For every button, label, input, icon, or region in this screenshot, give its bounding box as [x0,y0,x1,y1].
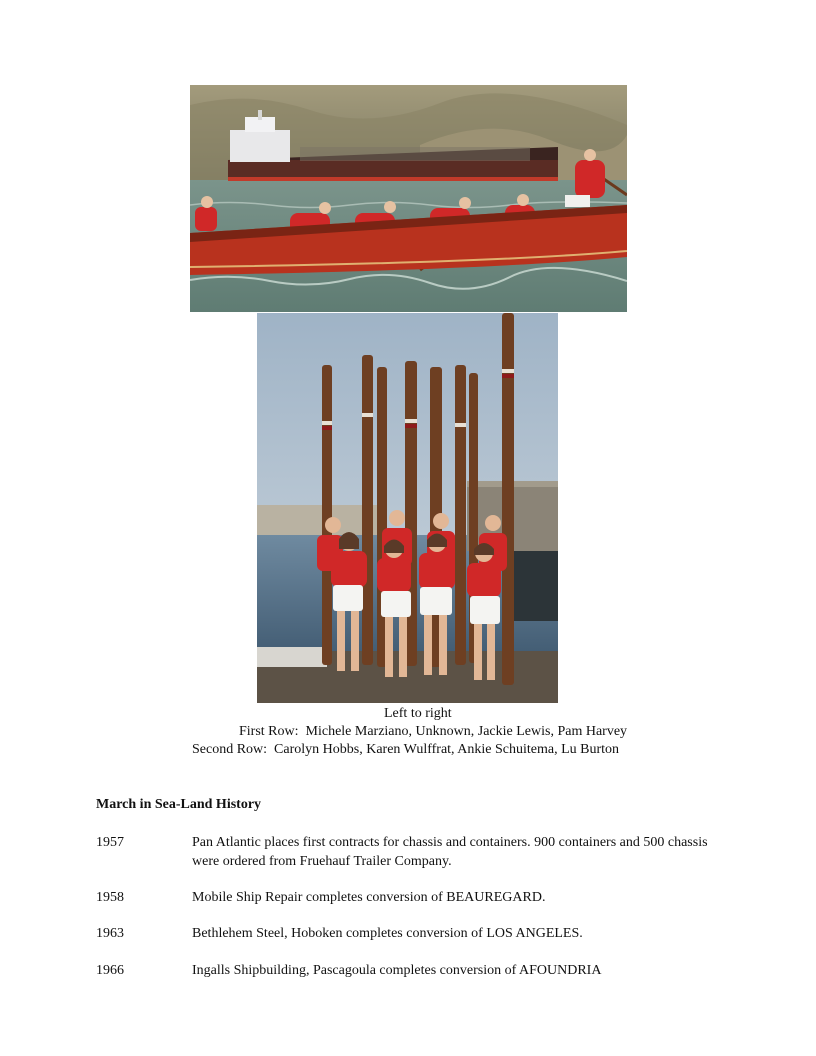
photo-rowing-team [257,313,558,703]
history-text: Pan Atlantic places first contracts for chassis and containers. 900 containers and 500 chassis were ordered from Fruehauf Trailer Company. [192,835,708,869]
caption-second-row: Second Row: Carolyn Hobbs, Karen Wulffrat, Ankie Schuitema, Lu Burton [192,742,620,757]
history-year: 1966 [96,963,124,978]
history-year: 1957 [96,835,124,850]
history-year: 1963 [96,926,124,941]
history-year: 1958 [96,890,124,905]
caption-first-row: First Row: Michele Marziano, Unknown, Jackie Lewis, Pam Harvey [239,724,628,739]
caption-title: Left to right [384,706,452,721]
photo-rowing-boat [190,85,627,312]
history-text: Ingalls Shipbuilding, Pascagoula completes conversion of AFOUNDRIA [192,963,602,978]
section-heading: March in Sea-Land History [96,797,262,812]
history-text: Bethlehem Steel, Hoboken completes conversion of LOS ANGELES. [192,926,583,941]
history-text: Mobile Ship Repair completes conversion of BEAUREGARD. [192,890,546,905]
